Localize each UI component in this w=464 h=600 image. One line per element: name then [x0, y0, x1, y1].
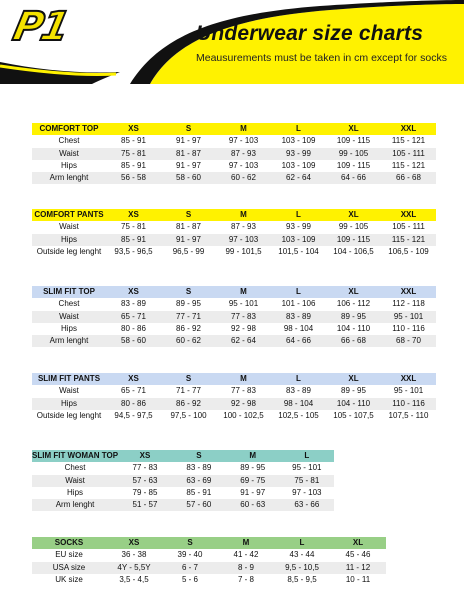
measurement-cell: 102,5 - 105	[278, 411, 319, 421]
measurement-cell: 81 - 87	[161, 148, 216, 160]
size-column-header: S	[161, 286, 216, 298]
measurement-cell: 85 - 91	[106, 234, 161, 246]
measurement-cell: 58 - 60	[161, 172, 216, 184]
table-row	[32, 323, 436, 335]
size-column-header: M	[216, 373, 271, 385]
measurement-cell: 75 - 81	[121, 222, 146, 232]
measurement-cell: 10 - 11	[345, 575, 371, 585]
measurement-cell: 60 - 62	[216, 172, 271, 184]
table-row	[32, 311, 436, 323]
measurement-cell: 68 - 70	[381, 335, 436, 347]
table-row	[32, 234, 436, 246]
measurement-cell: 95 - 101	[228, 299, 259, 309]
size-column-header: M	[216, 123, 271, 135]
measurement-cell: 89 - 95	[341, 386, 366, 396]
table-row	[32, 221, 436, 233]
measurement-cell: 93,5 - 96,5	[114, 247, 153, 257]
size-column-header: XS	[106, 373, 161, 385]
measurement-cell: 63 - 69	[172, 475, 226, 487]
measurement-cell: 3,5 - 4,5	[119, 575, 149, 585]
measurement-cell: 9,5 - 10,5	[274, 562, 330, 574]
measurement-cell: 81 - 87	[176, 222, 201, 232]
row-label: Chest	[64, 463, 86, 473]
size-column-header: XXL	[381, 286, 436, 298]
measurement-cell: 91 - 97	[161, 234, 216, 246]
table-header-row	[32, 450, 334, 462]
measurement-cell: 99 - 101,5	[225, 247, 262, 257]
row-label: Arm lenght	[32, 499, 118, 511]
row-label: Hips	[60, 161, 77, 171]
measurement-cell: 105 - 107,5	[333, 411, 374, 421]
row-label: Waist	[59, 222, 79, 232]
measurement-cell: 95 - 101	[393, 386, 424, 396]
measurement-cell: 83 - 89	[121, 299, 146, 309]
table-row	[32, 135, 436, 147]
table-header-row	[32, 373, 436, 385]
measurement-cell: 89 - 95	[176, 299, 201, 309]
measurement-cell: 83 - 89	[286, 386, 311, 396]
measurement-cell: 103 - 109	[281, 136, 316, 146]
measurement-cell: 93 - 99	[286, 222, 311, 232]
measurement-cell: 109 - 115	[336, 161, 371, 171]
measurement-cell: 112 - 118	[392, 299, 425, 309]
size-column-header: XL	[330, 537, 386, 549]
size-column-header: XL	[326, 373, 381, 385]
row-label: Arm lenght	[32, 335, 106, 347]
size-column-header: XS	[106, 537, 162, 549]
size-column-header: L	[274, 537, 330, 549]
measurement-cell: 89 - 95	[240, 463, 266, 473]
measurement-cell: 94,5 - 97,5	[114, 411, 153, 421]
measurement-cell: 110 - 116	[392, 324, 425, 334]
row-label: UK size	[55, 575, 83, 585]
measurement-cell: 64 - 66	[271, 335, 326, 347]
table-row	[32, 562, 386, 574]
row-label: Arm lenght	[32, 172, 106, 184]
size-column-header: XL	[326, 209, 381, 221]
measurement-cell: 6 - 7	[162, 562, 218, 574]
row-label: Waist	[59, 386, 79, 396]
measurement-cell: 85 - 91	[121, 136, 146, 146]
measurement-cell: 106 - 112	[336, 299, 371, 309]
table-title: SLIM FIT TOP	[32, 286, 106, 298]
measurement-cell: 63 - 66	[280, 499, 334, 511]
measurement-cell: 105 - 111	[392, 222, 425, 232]
row-label: Hips	[32, 398, 106, 410]
row-label: Waist	[32, 475, 118, 487]
measurement-cell: 65 - 71	[106, 311, 161, 323]
size-column-header: L	[271, 373, 326, 385]
row-label: Outside leg lenght	[36, 247, 102, 257]
measurement-cell: 99 - 105	[338, 222, 369, 232]
measurement-cell: 80 - 86	[106, 398, 161, 410]
measurement-cell: 77 - 83	[216, 311, 271, 323]
table-row	[32, 398, 436, 410]
row-label: Hips	[67, 488, 84, 498]
measurement-cell: 107,5 - 110	[388, 411, 429, 421]
measurement-cell: 115 - 121	[381, 234, 436, 246]
measurement-cell: 98 - 104	[283, 324, 314, 334]
measurement-cell: 62 - 64	[216, 335, 271, 347]
measurement-cell: 83 - 89	[186, 463, 212, 473]
table-header-row	[32, 123, 436, 135]
measurement-cell: 104 - 106,5	[333, 247, 374, 257]
page-title: Underwear size charts	[196, 22, 424, 45]
row-label: Waist	[32, 148, 106, 160]
measurement-cell: 41 - 42	[233, 550, 259, 560]
measurement-cell: 95 - 101	[292, 463, 322, 473]
table-title: SOCKS	[32, 537, 106, 549]
measurement-cell: 62 - 64	[271, 172, 326, 184]
measurement-cell: 91 - 97	[176, 136, 201, 146]
measurement-cell: 85 - 91	[186, 488, 212, 498]
table-row	[32, 549, 386, 561]
measurement-cell: 69 - 75	[226, 475, 280, 487]
measurement-cell: 7 - 8	[237, 575, 254, 585]
table-row	[32, 246, 436, 258]
table-title: COMFORT PANTS	[32, 209, 106, 221]
measurement-cell: 86 - 92	[176, 324, 201, 334]
brand-logo: P1	[9, 4, 73, 50]
measurement-cell: 56 - 58	[106, 172, 161, 184]
row-label: Hips	[60, 324, 77, 334]
measurement-cell: 64 - 66	[326, 172, 381, 184]
table-title: COMFORT TOP	[32, 123, 106, 135]
measurement-cell: 87 - 93	[216, 148, 271, 160]
measurement-cell: 86 - 92	[161, 398, 216, 410]
size-column-header: M	[216, 286, 271, 298]
table-row	[32, 298, 436, 310]
table-row	[32, 487, 334, 499]
measurement-cell: 36 - 38	[121, 550, 147, 560]
size-table	[32, 209, 436, 258]
row-label: USA size	[32, 562, 106, 574]
page-subtitle: Meausurements must be taken in cm except for socks	[196, 52, 447, 64]
size-column-header: L	[271, 286, 326, 298]
size-column-header: S	[162, 537, 218, 549]
measurement-cell: 77 - 83	[132, 463, 158, 473]
size-column-header: XS	[106, 209, 161, 221]
measurement-cell: 115 - 121	[391, 161, 426, 171]
measurement-cell: 101,5 - 104	[278, 247, 319, 257]
size-table	[32, 450, 334, 511]
measurement-cell: 60 - 62	[161, 335, 216, 347]
measurement-cell: 77 - 83	[231, 386, 256, 396]
size-column-header: XL	[326, 286, 381, 298]
measurement-cell: 97 - 103	[292, 488, 322, 498]
table-header-row	[32, 286, 436, 298]
measurement-cell: 98 - 104	[271, 398, 326, 410]
row-label: Chest	[58, 136, 80, 146]
size-column-header: XXL	[381, 373, 436, 385]
table-row	[32, 385, 436, 397]
measurement-cell: 97 - 103	[228, 161, 259, 171]
row-label: Outside leg lenght	[36, 411, 102, 421]
table-row	[32, 160, 436, 172]
measurement-cell: 103 - 109	[281, 161, 316, 171]
measurement-cell: 104 - 110	[326, 398, 381, 410]
measurement-cell: 66 - 68	[326, 335, 381, 347]
size-column-header: L	[280, 450, 334, 462]
size-column-header: M	[216, 209, 271, 221]
measurement-cell: 85 - 91	[121, 161, 146, 171]
measurement-cell: 83 - 89	[271, 311, 326, 323]
table-row	[32, 410, 436, 422]
table-row	[32, 499, 334, 511]
measurement-cell: 109 - 115	[336, 136, 371, 146]
size-column-header: XS	[106, 123, 161, 135]
measurement-cell: 11 - 12	[330, 562, 386, 574]
measurement-cell: 105 - 111	[381, 148, 436, 160]
measurement-cell: 66 - 68	[381, 172, 436, 184]
measurement-cell: 96,5 - 99	[172, 247, 205, 257]
measurement-cell: 104 - 110	[336, 324, 371, 334]
measurement-cell: 95 - 101	[381, 311, 436, 323]
measurement-cell: 8,5 - 9,5	[287, 575, 317, 585]
table-row	[32, 475, 334, 487]
measurement-cell: 51 - 57	[118, 499, 172, 511]
measurement-cell: 89 - 95	[326, 311, 381, 323]
measurement-cell: 80 - 86	[121, 324, 146, 334]
row-label: Hips	[32, 234, 106, 246]
measurement-cell: 109 - 115	[326, 234, 381, 246]
size-table	[32, 286, 436, 347]
size-column-header: S	[161, 123, 216, 135]
measurement-cell: 87 - 93	[231, 222, 256, 232]
size-column-header: S	[172, 450, 226, 462]
measurement-cell: 45 - 46	[345, 550, 371, 560]
measurement-cell: 97 - 103	[216, 234, 271, 246]
size-column-header: S	[161, 373, 216, 385]
measurement-cell: 39 - 40	[177, 550, 203, 560]
measurement-cell: 79 - 85	[132, 488, 158, 498]
size-column-header: M	[218, 537, 274, 549]
measurement-cell: 75 - 81	[106, 148, 161, 160]
measurement-cell: 60 - 63	[226, 499, 280, 511]
measurement-cell: 5 - 6	[181, 575, 198, 585]
table-header-row	[32, 537, 386, 549]
measurement-cell: 43 - 44	[289, 550, 315, 560]
row-label: Chest	[58, 299, 80, 309]
measurement-cell: 57 - 63	[118, 475, 172, 487]
size-table	[32, 123, 436, 184]
measurement-cell: 91 - 97	[240, 488, 266, 498]
measurement-cell: 92 - 98	[231, 324, 256, 334]
size-column-header: XXL	[381, 209, 436, 221]
measurement-cell: 100 - 102,5	[223, 411, 264, 421]
measurement-cell: 99 - 105	[326, 148, 381, 160]
measurement-cell: 106,5 - 109	[388, 247, 429, 257]
table-title: SLIM FIT PANTS	[32, 373, 106, 385]
size-column-header: L	[271, 123, 326, 135]
table-header-row	[32, 209, 436, 221]
table-row	[32, 148, 436, 160]
measurement-cell: 8 - 9	[218, 562, 274, 574]
measurement-cell: 58 - 60	[106, 335, 161, 347]
size-column-header: XS	[118, 450, 172, 462]
size-table	[32, 373, 436, 422]
measurement-cell: 92 - 98	[216, 398, 271, 410]
table-row	[32, 574, 386, 586]
measurement-cell: 57 - 60	[172, 499, 226, 511]
table-row	[32, 172, 436, 184]
header	[0, 0, 464, 84]
table-row	[32, 335, 436, 347]
measurement-cell: 97,5 - 100	[170, 411, 207, 421]
measurement-cell: 97 - 103	[228, 136, 259, 146]
measurement-cell: 93 - 99	[271, 148, 326, 160]
size-column-header: L	[271, 209, 326, 221]
size-column-header: XL	[326, 123, 381, 135]
measurement-cell: 75 - 81	[280, 475, 334, 487]
measurement-cell: 91 - 97	[176, 161, 201, 171]
size-column-header: XXL	[381, 123, 436, 135]
table-row	[32, 462, 334, 474]
size-column-header: XS	[106, 286, 161, 298]
measurement-cell: 110 - 116	[381, 398, 436, 410]
measurement-cell: 115 - 121	[391, 136, 426, 146]
measurement-cell: 4Y - 5,5Y	[106, 562, 162, 574]
size-table	[32, 537, 386, 586]
measurement-cell: 101 - 106	[281, 299, 316, 309]
size-column-header: M	[226, 450, 280, 462]
size-column-header: S	[161, 209, 216, 221]
measurement-cell: 71 - 77	[176, 386, 201, 396]
measurement-cell: 103 - 109	[271, 234, 326, 246]
row-label: Waist	[32, 311, 106, 323]
row-label: EU size	[55, 550, 83, 560]
measurement-cell: 77 - 71	[161, 311, 216, 323]
table-title: SLIM FIT WOMAN TOP	[32, 450, 118, 462]
measurement-cell: 65 - 71	[121, 386, 146, 396]
